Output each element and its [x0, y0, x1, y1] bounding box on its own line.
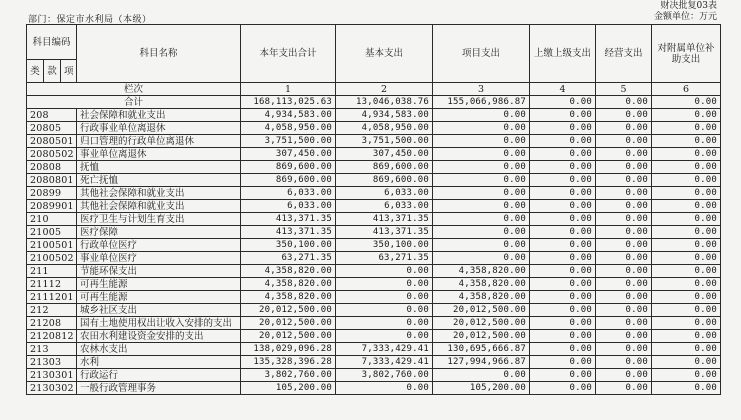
table-row	[27, 356, 721, 369]
amount-cell: 0.00	[433, 369, 530, 382]
subject-name: 事业单位医疗	[77, 252, 241, 265]
subject-name: 国有土地使用权出让收入安排的支出	[77, 317, 241, 330]
header-xiang: 项	[61, 60, 77, 83]
amount-cell: 0.00	[530, 343, 596, 356]
subject-name: 城乡社区支出	[77, 304, 241, 317]
subject-name: 医疗卫生与计划生育支出	[77, 213, 241, 226]
lanci-label: 栏次	[27, 83, 241, 96]
amount-cell: 0.00	[433, 135, 530, 148]
amount-cell: 4,358,820.00	[433, 265, 530, 278]
amount-cell: 3,802,760.00	[336, 369, 433, 382]
amount-cell: 6,033.00	[241, 187, 336, 200]
table-row	[27, 265, 721, 278]
amount-cell: 0.00	[596, 304, 652, 317]
amount-cell: 0.00	[433, 252, 530, 265]
amount-cell: 0.00	[530, 382, 596, 395]
amount-cell: 0.00	[652, 239, 721, 252]
amount-cell: 0.00	[596, 291, 652, 304]
amount-cell: 0.00	[530, 356, 596, 369]
subject-code: 211	[27, 265, 77, 278]
amount-cell: 7,333,429.41	[336, 343, 433, 356]
amount-cell: 6,033.00	[241, 200, 336, 213]
amount-cell: 20,012,500.00	[241, 330, 336, 343]
subject-name: 农林水支出	[77, 343, 241, 356]
subject-name: 其他社会保障和就业支出	[77, 187, 241, 200]
amount-cell: 0.00	[530, 317, 596, 330]
table-row	[27, 330, 721, 343]
amount-cell: 0.00	[530, 200, 596, 213]
amount-cell: 0.00	[652, 265, 721, 278]
amount-cell: 0.00	[433, 239, 530, 252]
amount-cell: 3,751,500.00	[336, 135, 433, 148]
subject-name: 水利	[77, 356, 241, 369]
amount-cell: 0.00	[652, 213, 721, 226]
table-row	[27, 304, 721, 317]
amount-cell: 105,200.00	[241, 382, 336, 395]
amount-cell: 0.00	[652, 356, 721, 369]
amount-cell: 0.00	[530, 239, 596, 252]
amount-cell: 0.00	[652, 291, 721, 304]
table-row	[27, 200, 721, 213]
amount-cell: 0.00	[530, 278, 596, 291]
amount-cell: 413,371.35	[336, 213, 433, 226]
amount-cell: 0.00	[596, 382, 652, 395]
amount-cell: 3,751,500.00	[241, 135, 336, 148]
amount-cell: 4,358,820.00	[433, 278, 530, 291]
amount-cell: 130,695,666.87	[433, 343, 530, 356]
subject-code: 2089901	[27, 200, 77, 213]
amount-cell: 0.00	[530, 213, 596, 226]
unit-label: 金额单位：万元	[653, 12, 717, 22]
amount-cell: 0.00	[596, 187, 652, 200]
amount-cell: 869,600.00	[336, 174, 433, 187]
subject-name: 一般行政管理事务	[77, 382, 241, 395]
amount-cell: 0.00	[652, 382, 721, 395]
subject-code: 21112	[27, 278, 77, 291]
amount-cell: 0.00	[652, 304, 721, 317]
total-label: 合计	[27, 96, 241, 109]
table-row	[27, 382, 721, 395]
amount-cell: 0.00	[530, 148, 596, 161]
form-meta	[654, 1, 717, 23]
header-basic: 基本支出	[336, 25, 433, 83]
table-row	[27, 317, 721, 330]
subject-name: 死亡抚恤	[77, 174, 241, 187]
amount-cell: 0.00	[433, 122, 530, 135]
subject-code: 20899	[27, 187, 77, 200]
table-row	[27, 291, 721, 304]
amount-cell: 105,200.00	[433, 382, 530, 395]
header-subject-code: 科目编码	[27, 25, 77, 60]
amount-cell: 0.00	[596, 369, 652, 382]
subject-name: 医疗保障	[77, 226, 241, 239]
amount-cell: 0.00	[596, 265, 652, 278]
lanci-col: 1	[241, 83, 336, 96]
subject-name: 行政事业单位离退休	[77, 122, 241, 135]
amount-cell: 0.00	[596, 343, 652, 356]
lanci-row	[27, 83, 721, 96]
amount-cell: 0.00	[433, 213, 530, 226]
amount-cell: 0.00	[433, 109, 530, 122]
amount-cell: 0.00	[336, 382, 433, 395]
table-row	[27, 174, 721, 187]
amount-cell: 20,012,500.00	[241, 304, 336, 317]
amount-cell: 0.00	[433, 200, 530, 213]
header-total: 本年支出合计	[241, 25, 336, 83]
amount-cell: 0.00	[652, 135, 721, 148]
amount-cell: 0.00	[596, 226, 652, 239]
subject-code: 212	[27, 304, 77, 317]
subject-code: 208	[27, 109, 77, 122]
amount-cell: 0.00	[530, 187, 596, 200]
amount-cell: 0.00	[336, 304, 433, 317]
subject-name: 农田水利建设资金安排的支出	[77, 330, 241, 343]
subject-name: 其他社会保障和就业支出	[77, 200, 241, 213]
table-row	[27, 226, 721, 239]
amount-cell: 20,012,500.00	[433, 330, 530, 343]
total-value: 13,046,038.76	[336, 96, 433, 109]
amount-cell: 0.00	[596, 356, 652, 369]
table-row	[27, 369, 721, 382]
amount-cell: 0.00	[530, 369, 596, 382]
header-subject-name: 科目名称	[77, 25, 241, 83]
amount-cell: 0.00	[433, 174, 530, 187]
amount-cell: 4,934,583.00	[241, 109, 336, 122]
amount-cell: 0.00	[530, 304, 596, 317]
subject-name: 节能环保支出	[77, 265, 241, 278]
subject-code: 2080801	[27, 174, 77, 187]
amount-cell: 0.00	[530, 135, 596, 148]
subject-name: 行政运行	[77, 369, 241, 382]
amount-cell: 0.00	[530, 174, 596, 187]
amount-cell: 0.00	[652, 122, 721, 135]
amount-cell: 4,058,950.00	[241, 122, 336, 135]
subject-code: 2100502	[27, 252, 77, 265]
amount-cell: 307,450.00	[241, 148, 336, 161]
lanci-col: 6	[652, 83, 721, 96]
amount-cell: 0.00	[530, 330, 596, 343]
amount-cell: 0.00	[652, 200, 721, 213]
amount-cell: 0.00	[530, 161, 596, 174]
amount-cell: 0.00	[596, 109, 652, 122]
amount-cell: 0.00	[652, 148, 721, 161]
amount-cell: 4,058,950.00	[336, 122, 433, 135]
amount-cell: 20,012,500.00	[433, 304, 530, 317]
amount-cell: 6,033.00	[336, 187, 433, 200]
amount-cell: 0.00	[652, 317, 721, 330]
amount-cell: 0.00	[530, 265, 596, 278]
amount-cell: 20,012,500.00	[433, 317, 530, 330]
amount-cell: 0.00	[336, 291, 433, 304]
amount-cell: 127,994,966.87	[433, 356, 530, 369]
header-row	[27, 25, 721, 60]
amount-cell: 3,802,760.00	[241, 369, 336, 382]
subject-code: 2111201	[27, 291, 77, 304]
amount-cell: 0.00	[433, 226, 530, 239]
amount-cell: 0.00	[530, 109, 596, 122]
lanci-col: 2	[336, 83, 433, 96]
header-business: 经营支出	[596, 25, 652, 83]
amount-cell: 0.00	[596, 317, 652, 330]
amount-cell: 4,358,820.00	[241, 291, 336, 304]
lanci-col: 3	[433, 83, 530, 96]
header-project: 项目支出	[433, 25, 530, 83]
amount-cell: 0.00	[596, 122, 652, 135]
amount-cell: 307,450.00	[336, 148, 433, 161]
amount-cell: 0.00	[596, 161, 652, 174]
amount-cell: 0.00	[530, 122, 596, 135]
amount-cell: 0.00	[433, 148, 530, 161]
amount-cell: 0.00	[530, 252, 596, 265]
subject-code: 2100501	[27, 239, 77, 252]
amount-cell: 0.00	[530, 291, 596, 304]
subject-code: 21005	[27, 226, 77, 239]
amount-cell: 0.00	[596, 278, 652, 291]
table-row	[27, 122, 721, 135]
subject-code: 20805	[27, 122, 77, 135]
form-code: 财决批复03表	[660, 1, 717, 11]
total-value: 0.00	[596, 96, 652, 109]
total-value: 0.00	[530, 96, 596, 109]
subject-name: 事业单位离退休	[77, 148, 241, 161]
subject-name: 归口管理的行政单位离退休	[77, 135, 241, 148]
amount-cell: 0.00	[433, 161, 530, 174]
amount-cell: 0.00	[596, 330, 652, 343]
table-row	[27, 252, 721, 265]
amount-cell: 0.00	[336, 317, 433, 330]
amount-cell: 869,600.00	[336, 161, 433, 174]
table-row	[27, 213, 721, 226]
table-row	[27, 148, 721, 161]
subject-code: 2120812	[27, 330, 77, 343]
amount-cell: 0.00	[596, 174, 652, 187]
amount-cell: 0.00	[652, 187, 721, 200]
amount-cell: 7,333,429.41	[336, 356, 433, 369]
amount-cell: 0.00	[596, 213, 652, 226]
amount-cell: 0.00	[652, 161, 721, 174]
subject-code: 210	[27, 213, 77, 226]
amount-cell: 0.00	[596, 148, 652, 161]
amount-cell: 4,934,583.00	[336, 109, 433, 122]
amount-cell: 4,358,820.00	[241, 265, 336, 278]
lanci-col: 5	[596, 83, 652, 96]
subject-code: 2130301	[27, 369, 77, 382]
amount-cell: 413,371.35	[336, 226, 433, 239]
amount-cell: 0.00	[596, 200, 652, 213]
amount-cell: 138,029,096.28	[241, 343, 336, 356]
table-row	[27, 135, 721, 148]
total-row	[27, 96, 721, 109]
amount-cell: 0.00	[596, 135, 652, 148]
amount-cell: 413,371.35	[241, 213, 336, 226]
amount-cell: 0.00	[530, 226, 596, 239]
header-kuan: 款	[44, 60, 61, 83]
expenditure-table	[26, 24, 721, 395]
department-label: 部门：保定市水利局（本级）	[28, 15, 152, 25]
subject-code: 2130302	[27, 382, 77, 395]
subject-code: 2080502	[27, 148, 77, 161]
subject-name: 可再生能源	[77, 291, 241, 304]
amount-cell: 0.00	[336, 265, 433, 278]
subject-code: 2080501	[27, 135, 77, 148]
amount-cell: 0.00	[652, 174, 721, 187]
subject-name: 行政单位医疗	[77, 239, 241, 252]
amount-cell: 0.00	[336, 278, 433, 291]
header-subsidy: 对附属单位补助支出	[652, 25, 721, 83]
amount-cell: 0.00	[433, 187, 530, 200]
amount-cell: 63,271.35	[336, 252, 433, 265]
amount-cell: 0.00	[596, 239, 652, 252]
amount-cell: 0.00	[652, 343, 721, 356]
subject-code: 21208	[27, 317, 77, 330]
table-row	[27, 187, 721, 200]
amount-cell: 135,328,396.28	[241, 356, 336, 369]
amount-cell: 350,100.00	[241, 239, 336, 252]
subject-name: 可再生能源	[77, 278, 241, 291]
amount-cell: 0.00	[596, 252, 652, 265]
amount-cell: 4,358,820.00	[433, 291, 530, 304]
amount-cell: 869,600.00	[241, 161, 336, 174]
subject-code: 213	[27, 343, 77, 356]
header-lei: 类	[27, 60, 44, 83]
subject-name: 抚恤	[77, 161, 241, 174]
amount-cell: 413,371.35	[241, 226, 336, 239]
total-value: 168,113,025.63	[241, 96, 336, 109]
subject-code: 20808	[27, 161, 77, 174]
header-upper: 上缴上级支出	[530, 25, 596, 83]
subject-code: 21303	[27, 356, 77, 369]
table-row	[27, 239, 721, 252]
table-row	[27, 109, 721, 122]
table-row	[27, 343, 721, 356]
lanci-col: 4	[530, 83, 596, 96]
total-value: 155,066,986.87	[433, 96, 530, 109]
total-value: 0.00	[652, 96, 721, 109]
amount-cell: 0.00	[652, 252, 721, 265]
amount-cell: 869,600.00	[241, 174, 336, 187]
amount-cell: 0.00	[336, 330, 433, 343]
amount-cell: 350,100.00	[336, 239, 433, 252]
table-row	[27, 161, 721, 174]
amount-cell: 0.00	[652, 330, 721, 343]
amount-cell: 6,033.00	[336, 200, 433, 213]
amount-cell: 0.00	[652, 226, 721, 239]
amount-cell: 0.00	[652, 109, 721, 122]
amount-cell: 0.00	[652, 278, 721, 291]
amount-cell: 63,271.35	[241, 252, 336, 265]
table-row	[27, 278, 721, 291]
subject-name: 社会保障和就业支出	[77, 109, 241, 122]
amount-cell: 20,012,500.00	[241, 317, 336, 330]
amount-cell: 0.00	[652, 369, 721, 382]
amount-cell: 4,358,820.00	[241, 278, 336, 291]
